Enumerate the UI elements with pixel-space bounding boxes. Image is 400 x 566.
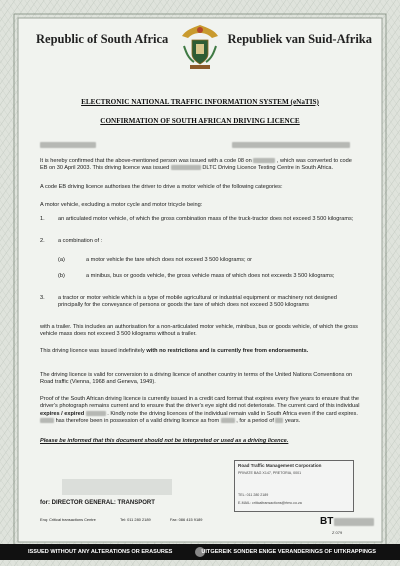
footer-banner <box>0 544 400 560</box>
item-1-number: 1. <box>40 216 45 222</box>
redacted-holder <box>40 418 54 423</box>
stamp-title: Road Traffic Management Corporation <box>238 463 322 468</box>
redacted-name <box>40 142 96 148</box>
item-2-text: a combination of : <box>58 238 103 244</box>
redacted-from-date <box>221 418 235 423</box>
reference-z-number: Z 079 <box>332 530 343 535</box>
stamp-address: PRIVATE BAG X147, PRETORIA, 0001 <box>238 471 302 475</box>
period-text: , for a period of <box>236 417 274 424</box>
fax-label: Fax: 086 415 9189 <box>170 517 203 522</box>
coat-of-arms-icon <box>178 22 222 72</box>
redacted-expiry <box>86 411 106 416</box>
redacted-date-issued <box>253 158 275 163</box>
stamp-email: E-MAIL: criticaltransactions@rtmc.co.za <box>238 501 302 505</box>
conversion-paragraph: The driving licence is valid for conversion to a driving licence of another country in terms of the United Nations Conventions on Road traffic (Vienna, 1968 and Geneva, 1949). <box>40 372 353 386</box>
expires-label: expires / expired <box>40 410 85 417</box>
redacted-years <box>275 418 283 423</box>
years-text: years. <box>285 417 301 424</box>
possession-text: has therefore been in possession of a valid driving licence as from <box>55 417 220 424</box>
item-a-number: (a) <box>58 257 65 263</box>
header-right-title: Republiek van Suid-Afrika <box>227 32 372 46</box>
intro-line-2: , which was converted to code EB on 30 April 2003. This driving licence was issued <box>40 158 352 172</box>
trailer-paragraph: with a trailer. This includes an authorisation for a non-articulated motor vehicle, minibus, bus or goods vehicle, of which the gross vehicle mass does not exceed 3 500 kilograms without a trailer. <box>40 324 358 338</box>
item-b-number: (b) <box>58 273 65 279</box>
rtmc-stamp <box>234 460 354 512</box>
item-b-text: a minibus, bus or goods vehicle, the gross vehicle mass of which does not exceeds 3 500 kilograms; <box>86 273 335 279</box>
item-a-text: a motor vehicle the tare which does not exceed 3 500 kilograms; or <box>86 257 253 263</box>
intro-line-3: DLTC Driving Licence Testing Centre in South Africa. <box>202 165 334 172</box>
motor-vehicle-intro: A motor vehicle, excluding a motor cycle and motor tricycle being: <box>40 202 203 208</box>
intro-line-1: It is hereby confirmed that the above-mentioned person was issued with a code 08 on <box>40 158 252 164</box>
item-2-number: 2. <box>40 238 45 244</box>
footer-right: UITGEREIK SONDER ENIGE VERANDERINGS OF UITKRAPPINGS <box>201 549 376 555</box>
stamp-telephone: TEL: 011 280 2189 <box>238 493 269 497</box>
header-left-title: Republic of South Africa <box>36 32 169 46</box>
signatory-label: for: DIRECTOR GENERAL: TRANSPORT <box>40 500 155 506</box>
document-body <box>24 22 376 535</box>
redacted-dltc <box>171 165 201 170</box>
restrictions-paragraph <box>40 348 362 355</box>
card-validity-text: . Kindly note the driving licences of the individual remain valid in South Africa even if the card expires. <box>107 410 358 417</box>
redacted-id <box>232 142 350 148</box>
item-3-number: 3. <box>40 295 45 301</box>
categories-intro: A code EB driving licence authorises the driver to drive a motor vehicle of the following categories: <box>40 184 283 190</box>
not-a-licence-note: Please be informed that this document should not be interpreted or used as a driving licence. <box>40 438 289 444</box>
card-format-paragraph <box>40 396 364 425</box>
footer-left: ISSUED WITHOUT ANY ALTERATIONS OR ERASURES <box>28 549 173 555</box>
document-title: CONFIRMATION OF SOUTH AFRICAN DRIVING LICENCE <box>100 117 300 125</box>
card-format-text: Proof of the South African driving licence is currently issued in a credit card format that expires every five years to ensure that the driver's photograph remains current and to ensure that the driver's eye sight did not deteriorate. The current card of this individual <box>40 396 360 410</box>
enquiries-label: Enq: Critical transactions Centre <box>40 517 96 522</box>
telephone-label: Tel: 011 280 2189 <box>120 517 151 522</box>
restrictions-text: This driving licence was issued indefinitely <box>40 348 147 354</box>
signature-area <box>62 477 172 497</box>
redacted-reference-number <box>334 518 374 526</box>
system-title: ELECTRONIC NATIONAL TRAFFIC INFORMATION SYSTEM (eNaTIS) <box>81 98 319 106</box>
intro-paragraph <box>40 158 360 173</box>
item-3-text: a tractor or motor vehicle which is a type of mobile agricultural or industrial equipment or machinery not designed principally for the conveyance of persons or goods the tare of which does not exceed 3 500 kilograms <box>58 295 337 309</box>
reference-prefix: BT <box>320 516 334 527</box>
restrictions-bold: with no restrictions and is currently free from endorsements. <box>146 348 309 354</box>
item-1-text: an articulated motor vehicle, of which the gross combination mass of the truck-tractor does not exceed 3 500 kilograms; <box>58 216 354 222</box>
